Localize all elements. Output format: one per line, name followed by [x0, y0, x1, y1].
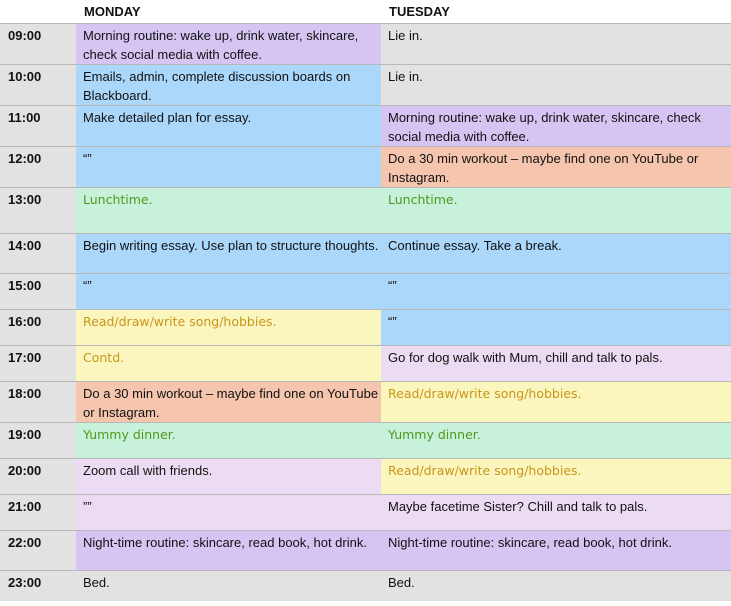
monday-activity-text: ””: [83, 499, 92, 514]
monday-activity-cell: [76, 106, 381, 147]
tuesday-activity-text: Lunchtime.: [388, 192, 458, 207]
tuesday-activity-text: Morning routine: wake up, drink water, skincare, check social media with coffee.: [388, 110, 701, 144]
tuesday-activity-cell: [381, 531, 731, 571]
tuesday-activity-cell: [381, 234, 731, 274]
schedule-row: [0, 106, 731, 147]
time-slot-label: 23:00: [0, 571, 76, 601]
monday-activity-text: Make detailed plan for essay.: [83, 110, 252, 125]
time-slot-label: 14:00: [0, 234, 76, 274]
monday-activity-text: Read/draw/write song/hobbies.: [83, 314, 277, 329]
monday-activity-cell: [76, 24, 381, 65]
schedule-row: [0, 382, 731, 423]
monday-activity-cell: [76, 382, 381, 423]
tuesday-activity-text: Read/draw/write song/hobbies.: [388, 463, 582, 478]
tuesday-activity-text: Go for dog walk with Mum, chill and talk to pals.: [388, 350, 663, 365]
time-slot-label: 19:00: [0, 423, 76, 459]
monday-activity-cell: [76, 188, 381, 234]
monday-activity-cell: [76, 571, 381, 601]
tuesday-column-header: TUESDAY: [381, 0, 731, 24]
monday-column-header: MONDAY: [76, 0, 381, 24]
tuesday-activity-cell: [381, 382, 731, 423]
monday-activity-cell: [76, 147, 381, 188]
tuesday-activity-cell: [381, 188, 731, 234]
monday-activity-text: Night-time routine: skincare, read book, hot drink.: [83, 535, 367, 550]
schedule-row: [0, 495, 731, 531]
tuesday-activity-text: Bed.: [388, 575, 415, 590]
tuesday-activity-text: “”: [388, 314, 397, 329]
monday-activity-cell: [76, 531, 381, 571]
tuesday-activity-text: Maybe facetime Sister? Chill and talk to pals.: [388, 499, 648, 514]
tuesday-activity-cell: [381, 346, 731, 382]
time-column-header: [0, 0, 76, 24]
tuesday-activity-cell: [381, 571, 731, 601]
monday-activity-text: Emails, admin, complete discussion boards on Blackboard.: [83, 69, 351, 103]
monday-activity-text: Lunchtime.: [83, 192, 153, 207]
monday-activity-cell: [76, 310, 381, 346]
tuesday-activity-text: “”: [388, 278, 397, 293]
monday-activity-text: Begin writing essay. Use plan to structure thoughts.: [83, 238, 379, 253]
monday-activity-text: Zoom call with friends.: [83, 463, 213, 478]
time-slot-label: 13:00: [0, 188, 76, 234]
time-slot-label: 12:00: [0, 147, 76, 188]
monday-activity-text: Contd.: [83, 350, 125, 365]
monday-activity-cell: [76, 234, 381, 274]
tuesday-activity-cell: [381, 274, 731, 310]
tuesday-activity-text: Lie in.: [388, 28, 423, 43]
time-slot-label: 11:00: [0, 106, 76, 147]
schedule-row: [0, 274, 731, 310]
tuesday-activity-cell: [381, 106, 731, 147]
tuesday-activity-text: Yummy dinner.: [388, 427, 481, 442]
monday-activity-text: Yummy dinner.: [83, 427, 176, 442]
time-slot-label: 18:00: [0, 382, 76, 423]
tuesday-activity-text: Read/draw/write song/hobbies.: [388, 386, 582, 401]
tuesday-activity-cell: [381, 65, 731, 106]
schedule-row: [0, 24, 731, 65]
time-slot-label: 21:00: [0, 495, 76, 531]
schedule-row: [0, 571, 731, 601]
tuesday-activity-text: Night-time routine: skincare, read book, hot drink.: [388, 535, 672, 550]
time-slot-label: 22:00: [0, 531, 76, 571]
schedule-row: [0, 188, 731, 234]
tuesday-activity-cell: [381, 495, 731, 531]
schedule-row: [0, 310, 731, 346]
tuesday-activity-text: Continue essay. Take a break.: [388, 238, 562, 253]
time-slot-label: 10:00: [0, 65, 76, 106]
time-slot-label: 16:00: [0, 310, 76, 346]
time-slot-label: 20:00: [0, 459, 76, 495]
tuesday-activity-cell: [381, 24, 731, 65]
monday-activity-cell: [76, 65, 381, 106]
tuesday-activity-text: Do a 30 min workout – maybe find one on YouTube or Instagram.: [388, 151, 699, 185]
time-slot-label: 09:00: [0, 24, 76, 65]
schedule-row: [0, 346, 731, 382]
tuesday-activity-cell: [381, 423, 731, 459]
schedule-body: [0, 24, 731, 601]
schedule-row: [0, 65, 731, 106]
monday-activity-text: Do a 30 min workout – maybe find one on YouTube or Instagram.: [83, 386, 379, 420]
schedule-row: [0, 423, 731, 459]
schedule-row: [0, 459, 731, 495]
schedule-row: [0, 147, 731, 188]
monday-activity-cell: [76, 423, 381, 459]
tuesday-activity-text: Lie in.: [388, 69, 423, 84]
monday-activity-cell: [76, 346, 381, 382]
monday-activity-cell: [76, 495, 381, 531]
header-row: [0, 0, 731, 24]
monday-activity-text: “”: [83, 151, 92, 166]
monday-activity-text: Morning routine: wake up, drink water, skincare, check social media with coffee.: [83, 28, 359, 62]
schedule-row: [0, 234, 731, 274]
tuesday-activity-cell: [381, 310, 731, 346]
monday-activity-text: Bed.: [83, 575, 110, 590]
tuesday-activity-cell: [381, 147, 731, 188]
monday-activity-text: “”: [83, 278, 92, 293]
schedule-row: [0, 531, 731, 571]
tuesday-activity-cell: [381, 459, 731, 495]
time-slot-label: 15:00: [0, 274, 76, 310]
monday-activity-cell: [76, 459, 381, 495]
monday-activity-cell: [76, 274, 381, 310]
time-slot-label: 17:00: [0, 346, 76, 382]
